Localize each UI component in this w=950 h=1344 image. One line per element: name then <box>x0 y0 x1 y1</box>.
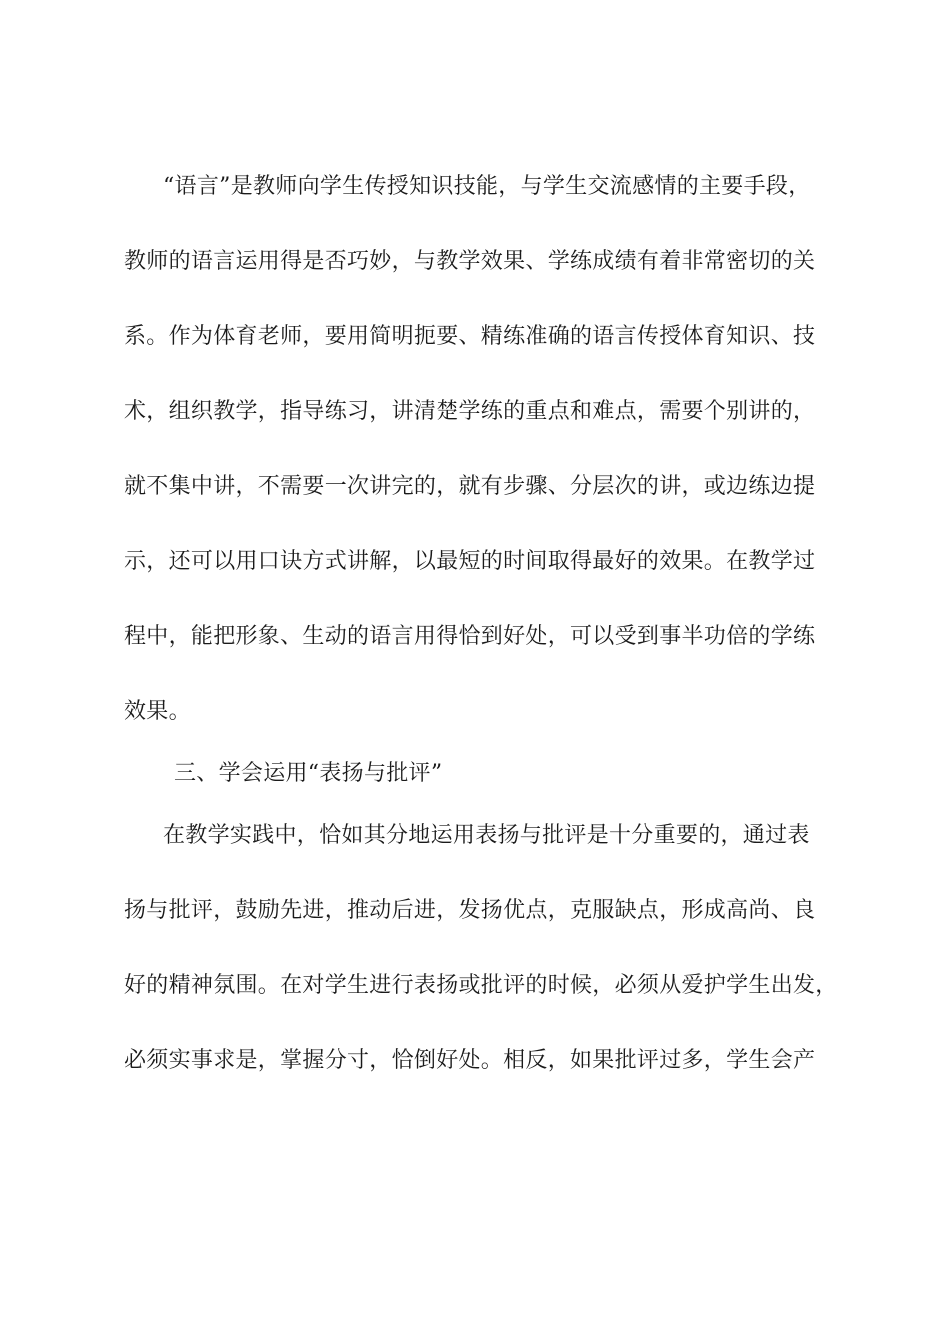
paragraph-1-line-8: 效果。 <box>124 699 191 724</box>
paragraph-2-line-2: 扬与批评，鼓励先进，推动后进，发扬优点，克服缺点，形成高尚、良 <box>124 898 816 923</box>
paragraph-1-line-2: 教师的语言运用得是否巧妙，与教学效果、学练成绩有着非常密切的关 <box>124 249 816 274</box>
paragraph-1-line-7: 程中，能把形象、生动的语言用得恰到好处，可以受到事半功倍的学练 <box>124 624 816 649</box>
paragraph-2-line-4: 必须实事求是，掌握分寸，恰倒好处。相反，如果批评过多，学生会产 <box>124 1048 816 1073</box>
paragraph-1-line-6: 示，还可以用口诀方式讲解，以最短的时间取得最好的效果。在教学过 <box>124 549 816 574</box>
paragraph-1-line-4: 术，组织教学，指导练习，讲清楚学练的重点和难点，需要个别讲的， <box>124 399 816 424</box>
paragraph-2-line-1: 在教学实践中，恰如其分地运用表扬与批评是十分重要的，通过表 <box>163 823 810 848</box>
section-heading: 三、学会运用“表扬与批评” <box>174 761 443 786</box>
paragraph-2-line-3: 好的精神氛围。在对学生进行表扬或批评的时候，必须从爱护学生出发， <box>124 973 838 998</box>
paragraph-1-line-3: 系。作为体育老师，要用简明扼要、精练准确的语言传授体育知识、技 <box>124 324 816 349</box>
paragraph-1-line-1: “语言”是教师向学生传授知识技能，与学生交流感情的主要手段， <box>163 174 811 199</box>
paragraph-1-line-5: 就不集中讲，不需要一次讲完的，就有步骤、分层次的讲，或边练边提 <box>124 474 816 499</box>
